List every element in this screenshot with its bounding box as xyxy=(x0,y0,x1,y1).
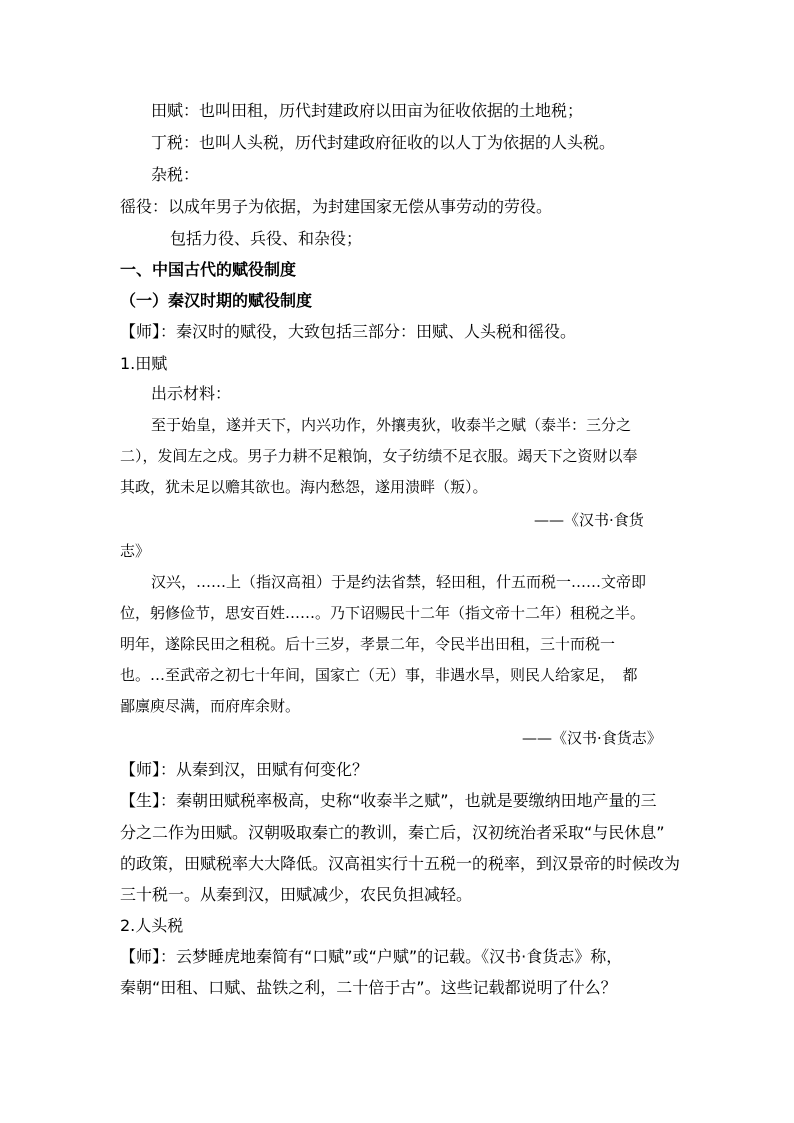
definition-dingshui: 丁税：也叫人头税，历代封建政府征收的以人丁为依据的人头税。 xyxy=(151,133,616,152)
quote-2-line-5: 鄙廪庾尽满，而府库余财。 xyxy=(120,697,301,715)
quote-2-line-2: 位，躬修俭节，思安百姓……。乃下诏赐民十二年（指文帝十二年）租税之半。 xyxy=(120,604,646,622)
definition-zashui: 杂税： xyxy=(151,165,200,184)
item-heading-rentoushui: 2.人头税 xyxy=(120,916,184,935)
teacher-question-2-line-1: 【师】：云梦睡虎地秦简有“口赋”或“户赋”的记载。《汉书·食货志》称， xyxy=(120,947,623,966)
quote-1-source-cont: 志》 xyxy=(120,542,151,560)
item-heading-tianfu: 1.田赋 xyxy=(120,354,168,373)
subsection-heading: （一）秦汉时期的赋役制度 xyxy=(120,291,313,310)
quote-1-line-2: 二），发闾左之戍。男子力耕不足粮饷，女子纺绩不足衣服。竭天下之资财以奉 xyxy=(120,447,638,465)
yaoyi-types: 包括力役、兵役、和杂役； xyxy=(170,229,363,248)
student-answer-line-1: 【生】：秦朝田赋税率极高，史称“收泰半之赋”，也就是要缴纳田地产量的三 xyxy=(120,791,657,810)
quote-2-line-1: 汉兴，……上（指汉高祖）于是约法省禁，轻田租，什五而税一……文帝即 xyxy=(151,573,647,591)
quote-2-source: ——《汉书·食货志》 xyxy=(522,729,662,747)
material-label: 出示材料： xyxy=(151,384,232,403)
student-answer-line-2: 分之二作为田赋。汉朝吸取秦亡的教训，秦亡后，汉初统治者采取“与民休息” xyxy=(120,823,665,842)
teacher-intro: 【师】：秦汉时的赋役，大致包括三部分：田赋、人头税和徭役。 xyxy=(120,322,577,341)
quote-2-line-3: 明年，遂除民田之租税。后十三岁，孝景二年，令民半出田租，三十而税一 xyxy=(120,635,616,653)
student-answer-line-3: 的政策，田赋税率大大降低。汉高祖实行十五税一的税率，到汉景帝的时候改为 xyxy=(120,854,681,873)
student-answer-line-4: 三十税一。从秦到汉，田赋减少，农民负担减轻。 xyxy=(120,885,473,904)
quote-1-source: ——《汉书·食货 xyxy=(534,511,644,529)
teacher-question: 【师】：从秦到汉，田赋有何变化？ xyxy=(120,760,369,779)
section-heading: 一、中国古代的赋役制度 xyxy=(120,260,297,279)
definition-tianfu: 田赋：也叫田租，历代封建政府以田亩为征收依据的土地税； xyxy=(151,101,584,120)
definition-yaoyi: 徭役：以成年男子为依据，为封建国家无偿从事劳动的劳役。 xyxy=(120,197,553,216)
quote-1-line-3: 其政，犹未足以赡其欲也。海内愁怨，遂用溃畔（叛）。 xyxy=(120,478,488,496)
quote-2-line-4: 也。…至武帝之初七十年间，国家亡（无）事，非遇水旱，则民人给家足， 都 xyxy=(120,666,638,684)
quote-1-line-1: 至于始皇，遂并天下，内兴功作，外攘夷狄，收泰半之赋（泰半：三分之 xyxy=(151,416,632,434)
teacher-question-2-line-2: 秦朝“田租、口赋、盐铁之利，二十倍于古”。这些记载都说明了什么？ xyxy=(120,978,617,997)
